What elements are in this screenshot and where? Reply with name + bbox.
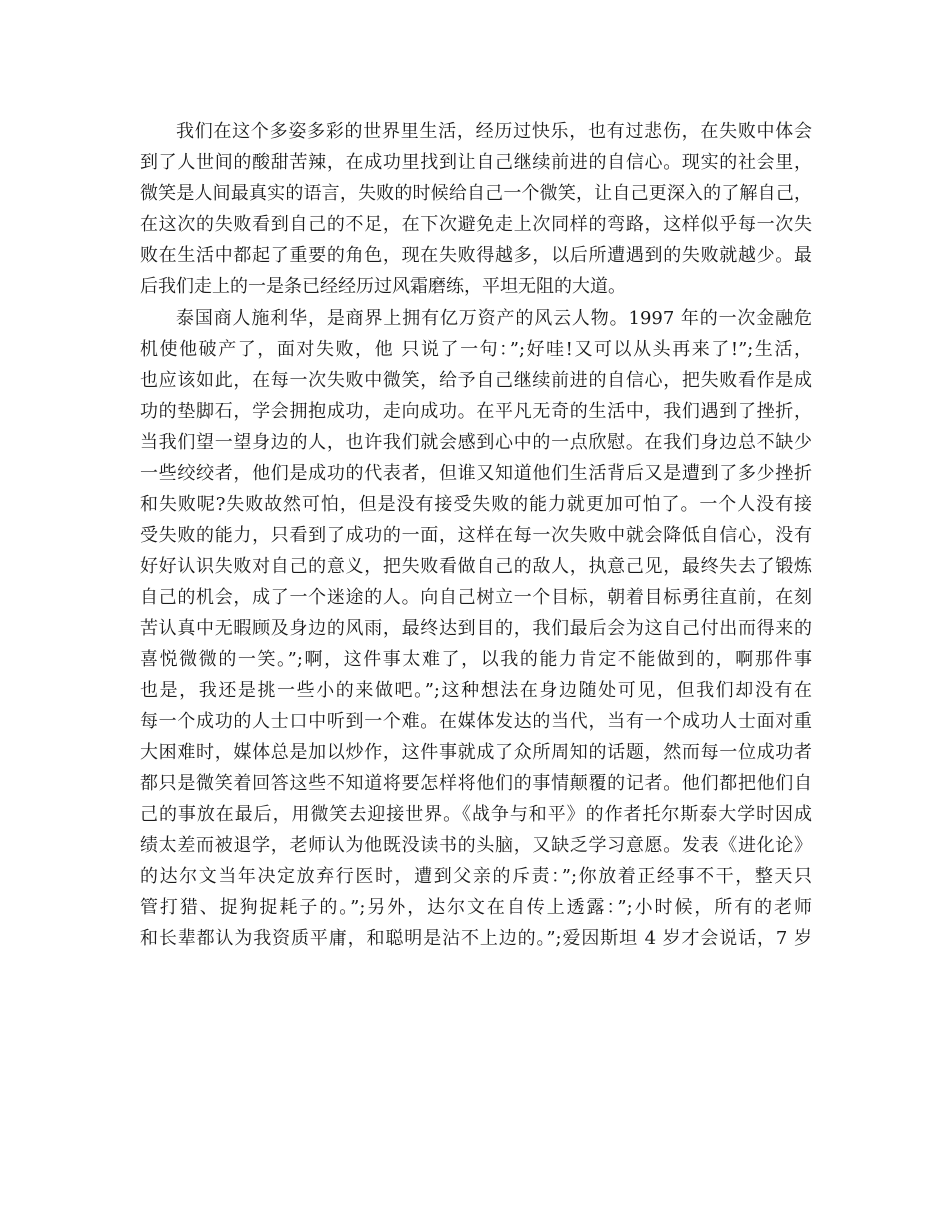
text-line: 微笑是人间最真实的语言，失败的时候给自己一个微笑，让自己更深入的了解自己，	[140, 183, 812, 204]
text-line: 当我们望一望身边的人，也许我们就会感到心中的一点欣慰。在我们身边总不缺少	[140, 432, 812, 453]
text-line: 绩太差而被退学，老师认为他既没读书的头脑，又缺乏学习意愿。发表《进化论》	[140, 835, 812, 856]
text-line: 泰国商人施利华，是商界上拥有亿万资产的风云人物。1997 年的一次金融危	[176, 308, 812, 329]
text-line: 也是，我还是挑一些小的来做吧。”;这种想法在身边随处可见，但我们却没有在	[140, 680, 812, 701]
text-line: 受失败的能力，只看到了成功的一面，这样在每一次失败中就会降低自信心，没有	[140, 525, 812, 546]
text-line: 每一个成功的人士口中听到一个难。在媒体发达的当代，当有一个成功人士面对重	[140, 711, 812, 732]
text-line: 我们在这个多姿多彩的世界里生活，经历过快乐，也有过悲伤，在失败中体会	[176, 121, 812, 142]
text-line: 都只是微笑着回答这些不知道将要怎样将他们的事情颠覆的记者。他们都把他们自	[140, 773, 812, 794]
text-line: 后我们走上的一是条已经经历过风霜磨练，平坦无阻的大道。	[140, 276, 626, 297]
text-line: 和失败呢?失败故然可怕，但是没有接受失败的能力就更加可怕了。一个人没有接	[140, 494, 812, 515]
text-line: 己的事放在最后，用微笑去迎接世界。《战争与和平》的作者托尔斯泰大学时因成	[140, 804, 812, 825]
text-line: 好好认识失败对自己的意义，把失败看做自己的敌人，执意己见，最终失去了锻炼	[140, 556, 812, 577]
text-line: 败在生活中都起了重要的角色，现在失败得越多，以后所遭遇到的失败就越少。最	[140, 245, 812, 266]
text-line: 大困难时，媒体总是加以炒作，这件事就成了众所周知的话题，然而每一位成功者	[140, 742, 812, 763]
text-line: 也应该如此，在每一次失败中微笑，给予自己继续前进的自信心，把失败看作是成	[140, 370, 812, 391]
text-line: 喜悦微微的一笑。”;啊，这件事太难了，以我的能力肯定不能做到的，啊那件事	[140, 649, 812, 670]
text-line: 的达尔文当年决定放弃行医时，遭到父亲的斥责：”;你放着正经事不干，整天只	[140, 866, 812, 887]
text-line: 功的垫脚石，学会拥抱成功，走向成功。在平凡无奇的生活中，我们遇到了挫折，	[140, 401, 812, 422]
text-line: 一些绞绞者，他们是成功的代表者，但谁又知道他们生活背后又是遭到了多少挫折	[140, 463, 812, 484]
text-line: 机使他破产了，面对失败，他 只说了一句：”;好哇!又可以从头再来了!”;生活，	[140, 339, 812, 360]
text-line: 到了人世间的酸甜苦辣，在成功里找到让自己继续前进的自信心。现实的社会里，	[140, 152, 812, 173]
text-line: 和长辈都认为我资质平庸，和聪明是沾不上边的。”;爱因斯坦 4 岁才会说话，7 岁	[140, 928, 812, 949]
text-line: 管打猎、捉狗捉耗子的。”;另外，达尔文在自传上透露：”;小时候，所有的老师	[140, 897, 812, 918]
text-line: 自己的机会，成了一个迷途的人。向自己树立一个目标，朝着目标勇往直前，在刻	[140, 587, 812, 608]
text-line: 在这次的失败看到自己的不足，在下次避免走上次同样的弯路，这样似乎每一次失	[140, 214, 812, 235]
text-line: 苦认真中无暇顾及身边的风雨，最终达到目的，我们最后会为这自己付出而得来的	[140, 618, 812, 639]
